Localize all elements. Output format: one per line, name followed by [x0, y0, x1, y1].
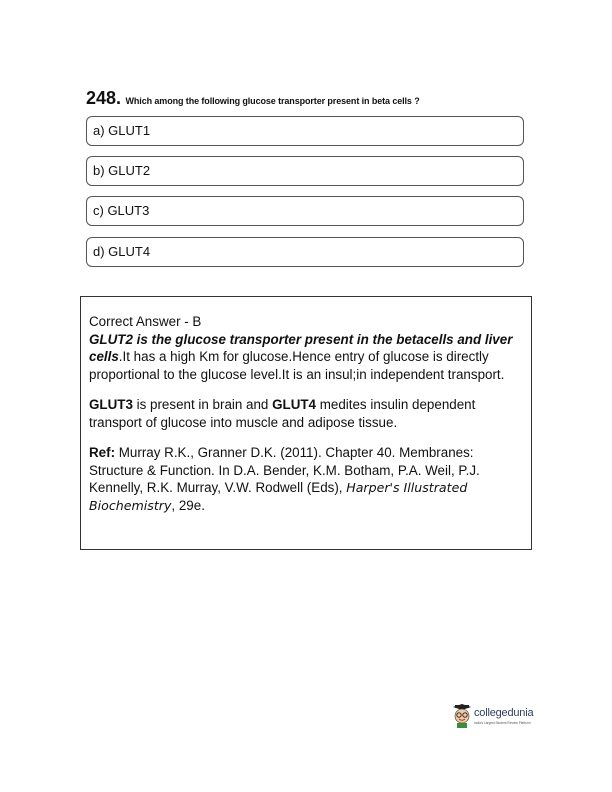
collegedunia-logo [452, 704, 552, 730]
mascot-icon [452, 704, 472, 728]
option-a[interactable]: a) GLUT1 [86, 116, 524, 146]
reference-edition: , 29e. [171, 497, 205, 513]
option-b[interactable]: b) GLUT2 [86, 156, 524, 186]
logo-wordmark: collegedunia [474, 707, 534, 719]
explanation-mid: is present in brain and [132, 397, 273, 412]
explanation-bold-statement: GLUT2 is the glucose transporter present in the betacells and liver cells [89, 331, 513, 364]
question-header [86, 88, 526, 109]
correct-answer-heading: Correct Answer - B [89, 314, 202, 329]
explanation-paragraph-2 [89, 396, 523, 431]
logo-tagline: India's Largest Student Review Platform [474, 721, 531, 725]
answer-explanation-box [80, 296, 532, 550]
explanation-end: medites insulin dependent transport of glucose into muscle and adipose tissue. [89, 397, 476, 430]
question-text: Which among the following glucose transporter present in beta cells ? [125, 96, 420, 106]
question-number: 248. [86, 88, 122, 108]
reference-book-title: Harper's Illustrated Biochemistry [89, 480, 468, 513]
explanation-detail: .It has a high Km for glucose.Hence entry of glucose is directly proportional to the glucose level.It is an insul;in independent transport. [89, 349, 505, 382]
option-d[interactable]: d) GLUT4 [86, 237, 524, 267]
reference-text: Murray R.K., Granner D.K. (2011). Chapter 40. Membranes: Structure & Function. In D.A. Bender, K.M. Botham, P.A. Weil, P.J. Kennelly, R.K. Murray, V.W. Rodwell (Eds), [89, 445, 480, 495]
glut3-term: GLUT3 [89, 397, 133, 412]
explanation-paragraph-1 [89, 331, 523, 384]
reference-paragraph [89, 444, 523, 514]
option-c[interactable]: c) GLUT3 [86, 196, 524, 226]
glut4-term: GLUT4 [272, 397, 317, 412]
reference-label: Ref: [89, 445, 116, 460]
